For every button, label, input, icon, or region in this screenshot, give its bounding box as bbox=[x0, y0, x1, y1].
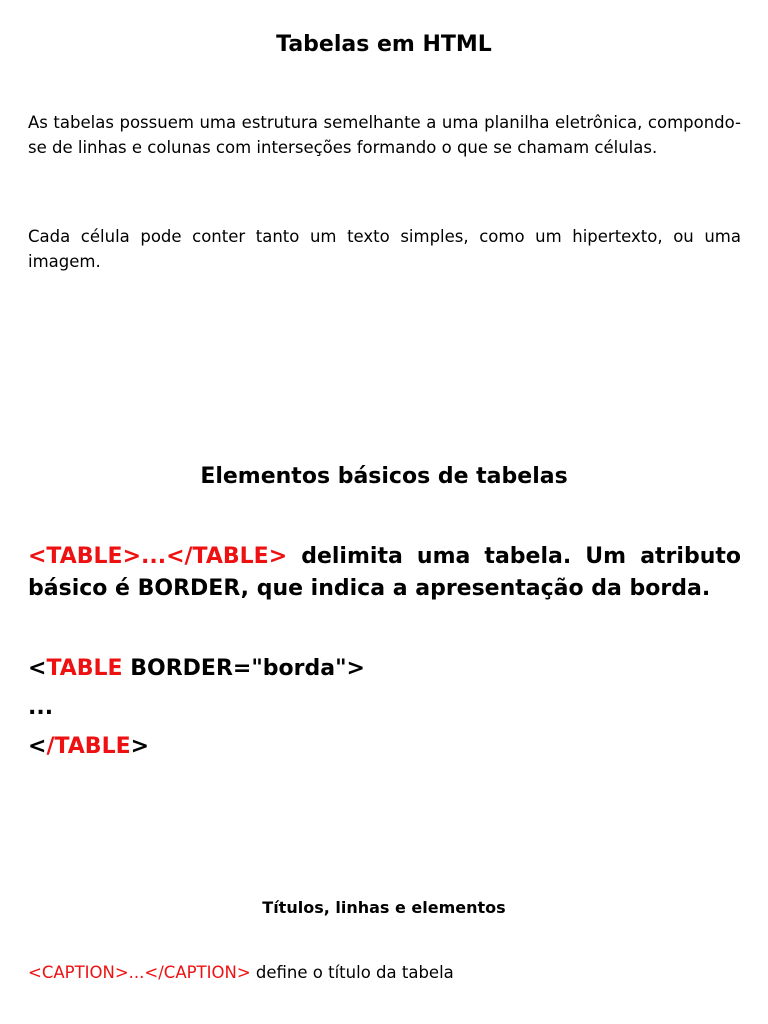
subsection-title: Títulos, linhas e elementos bbox=[262, 898, 506, 917]
cell-paragraph: Cada célula pode conter tanto um texto simples, como um hipertexto, ou uma imagem. bbox=[28, 227, 741, 271]
table-tag: <TABLE>...</TABLE> bbox=[28, 544, 288, 569]
code-close-bracket: > bbox=[130, 734, 150, 759]
table-description bbox=[28, 541, 741, 605]
code-line-ellipsis: ... bbox=[28, 695, 54, 720]
code-close-open-bracket: < bbox=[28, 734, 47, 759]
caption-description-text: define o título da tabela bbox=[250, 963, 454, 982]
section-title: Elementos básicos de tabelas bbox=[200, 464, 568, 489]
page-title: Tabelas em HTML bbox=[276, 32, 492, 57]
code-close-table-keyword: /TABLE bbox=[46, 734, 131, 759]
code-line-close bbox=[28, 728, 149, 766]
intro-paragraph: As tabelas possuem uma estrutura semelhante a uma planilha eletrônica, compondo-se de linhas e colunas com interseções formando o que se chamam células. bbox=[28, 113, 741, 157]
code-open-bracket: < bbox=[28, 656, 47, 681]
table-description-text: delimita uma tabela. Um atributo básico é BORDER, que indica a apresentação da borda. bbox=[28, 544, 741, 601]
code-table-keyword: TABLE bbox=[46, 656, 123, 681]
caption-description bbox=[28, 960, 454, 985]
code-line-open bbox=[28, 650, 365, 688]
caption-tag: <CAPTION>...</CAPTION> bbox=[28, 963, 251, 982]
code-border-attr: BORDER="borda"> bbox=[122, 656, 365, 681]
